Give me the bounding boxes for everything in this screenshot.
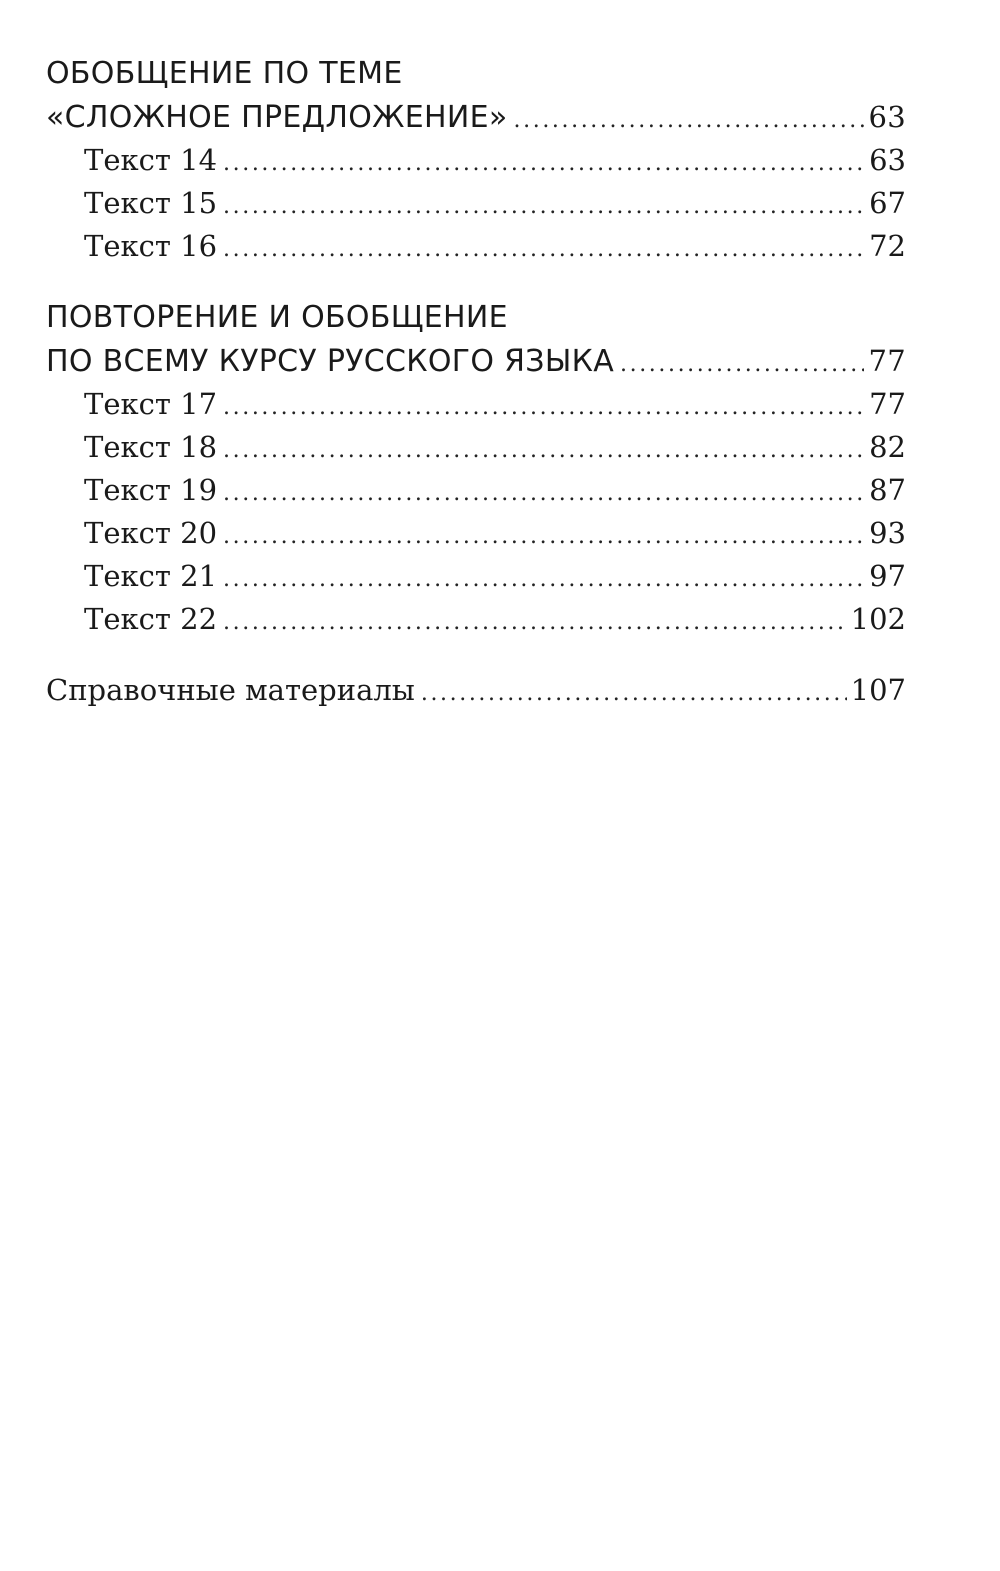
entry-label: Справочные материалы (46, 673, 415, 707)
entry-label: Текст 15 (84, 186, 218, 220)
toc-section-complex-sentence (46, 52, 906, 268)
entry-label: Текст 17 (84, 387, 218, 421)
dot-leader (223, 429, 865, 472)
toc-entry-reference-materials[interactable] (46, 669, 906, 712)
entry-label: Текст 22 (84, 602, 218, 636)
toc-entry-text-17[interactable] (46, 383, 906, 426)
toc-entry-text-14[interactable] (46, 139, 906, 182)
dot-leader (223, 472, 865, 515)
dot-leader (223, 142, 865, 185)
page-number: 107 (850, 673, 906, 707)
page-number: 87 (869, 473, 906, 507)
dot-leader (223, 386, 865, 429)
toc-entry-text-16[interactable] (46, 225, 906, 268)
page-number: 82 (869, 430, 906, 464)
dot-leader (514, 99, 865, 142)
toc-section-review (46, 296, 906, 641)
toc-entry-text-20[interactable] (46, 512, 906, 555)
entry-label: Текст 19 (84, 473, 218, 507)
toc-entry-text-21[interactable] (46, 555, 906, 598)
toc-entry-text-18[interactable] (46, 426, 906, 469)
heading-label: ПО ВСЕМУ КУРСУ РУССКОГО ЯЗЫКА (46, 344, 615, 379)
dot-leader (223, 601, 847, 644)
toc-entry-text-15[interactable] (46, 182, 906, 225)
heading-label: «СЛОЖНОЕ ПРЕДЛОЖЕНИЕ» (46, 100, 508, 135)
page-number: 72 (869, 229, 906, 263)
toc-heading-row[interactable] (46, 340, 906, 383)
dot-leader (223, 185, 865, 228)
dot-leader (620, 343, 864, 386)
page-number: 63 (868, 100, 906, 134)
page-number: 102 (850, 602, 906, 636)
entry-label: Текст 21 (84, 559, 218, 593)
section-spacer (46, 286, 906, 296)
toc-entry-text-19[interactable] (46, 469, 906, 512)
entry-label: Текст 18 (84, 430, 218, 464)
entry-label: Текст 16 (84, 229, 218, 263)
section-title: ОБОБЩЕНИЕ ПО ТЕМЕ (46, 56, 403, 91)
table-of-contents (46, 52, 906, 712)
dot-leader (223, 515, 865, 558)
section-title: ПОВТОРЕНИЕ И ОБОБЩЕНИЕ (46, 300, 508, 335)
dot-leader (223, 558, 865, 601)
dot-leader (223, 228, 865, 271)
toc-entry-text-22[interactable] (46, 598, 906, 641)
page-number: 77 (869, 387, 906, 421)
page-number: 63 (869, 143, 906, 177)
dot-leader (421, 672, 847, 715)
page-number: 77 (868, 344, 906, 378)
toc-heading-row[interactable] (46, 96, 906, 139)
entry-label: Текст 20 (84, 516, 218, 550)
section-spacer (46, 659, 906, 669)
page-number: 93 (869, 516, 906, 550)
page-number: 67 (869, 186, 906, 220)
entry-label: Текст 14 (84, 143, 218, 177)
page-number: 97 (869, 559, 906, 593)
